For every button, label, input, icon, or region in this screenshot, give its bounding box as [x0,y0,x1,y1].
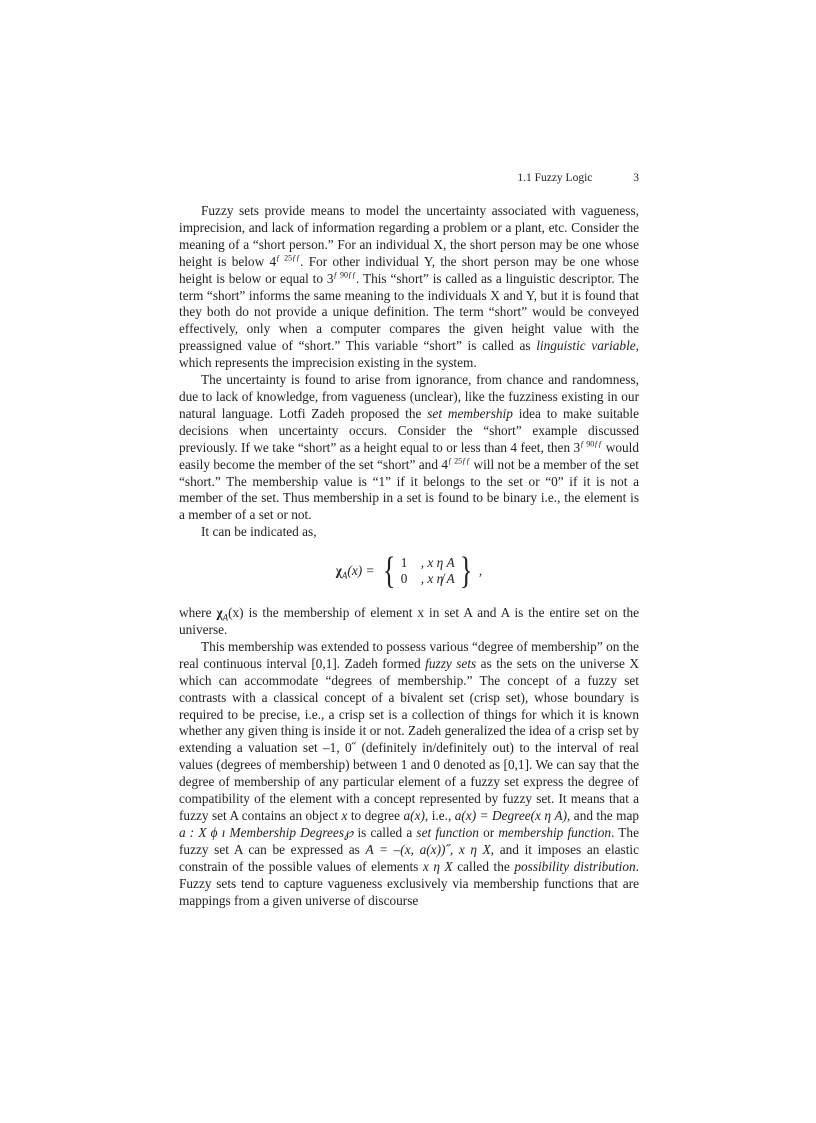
text-run: where [179,605,217,621]
chi-symbol: χ [216,605,223,621]
emphasis: A = –(x, a(x))˝, x η X [365,841,491,857]
case-condition: , x η̸ A [420,571,455,587]
height-superscript: ƒ 25ƒƒ [448,456,471,466]
paragraph-1 [179,203,639,372]
emphasis: membership function [498,824,612,840]
case-value: 0 [400,571,408,587]
page-number: 3 [633,172,639,184]
emphasis: x η X [422,858,453,874]
emphasis: a(x) [403,808,425,823]
paragraph-3: It can be indicated as, [201,524,317,540]
text-run: , i.e., [424,808,455,823]
text-run: . For other individual Y, the short person may be one whose height is below or equal to 3 [179,253,639,286]
paragraph-2 [179,372,639,524]
text-run: (x) is the membership of element x in set A and A is the entire set on the universe. [179,605,639,638]
equation-cases [399,555,457,587]
paragraph-4 [179,605,639,639]
subscript: A [222,612,229,623]
emphasis: a : X ϕ ı Membership Degrees℘ [179,824,354,840]
text-run: . The fuzzy set A can be expressed as [179,824,639,857]
text-run: is called a [353,824,417,840]
case-condition: , x η A [420,555,455,571]
text-run: to degree [347,808,404,823]
section-title: 1.1 Fuzzy Logic [517,172,593,184]
text-run: , and the map [567,808,640,823]
text-run: . This “short” is called as a linguistic descriptor. The term “short” informs the same meaning to the individuals X and Y, but it is found that they both do not provide a unique definition. The term “short” would be conveyed effectively, only when a computer compares the given height value with the preassigned value of “short.” This variable “short” is called as [179,270,640,354]
subscript: A [341,570,348,581]
text-run: will not be a member of the set “short.” The membership value is “1” if it belongs to the set or “0” if it is not a member of the set. Thus membership in a set is found to be binary i.e., the element is a member of a set or not. [179,456,639,523]
equation-argument: (x) = [347,562,375,578]
right-brace: } [459,550,473,593]
body-text [179,203,639,909]
case-value: 1 [400,555,408,571]
emphasis: linguistic variable [536,338,636,354]
text-run: Fuzzy sets provide means to model the uncertainty associated with vagueness, imprecision, and lack of information regarding a problem or a plant, etc. Consider the meaning of a “short person.” For an individual X, the short person may be one whose height is below 4 [179,203,639,269]
text-run: , and it imposes an elastic constrain of the possible values of elements [179,841,639,874]
case-row [401,571,455,587]
left-brace: { [383,550,396,593]
membership-equation [179,549,639,593]
text-run: called the [452,858,515,874]
running-header [179,172,639,184]
emphasis: a(x) = Degree(x η A) [454,808,568,823]
text-run: would easily become the member of the set “short” and 4 [179,439,639,472]
text-run: or [478,824,499,840]
text-run: idea to make suitable decisions when uncertainty occurs. Consider the “short” example discussed previously. If we take “short” as a height equal to or less than 4 feet, then 3 [179,405,639,455]
paragraph-5 [179,639,639,910]
equation-comma: , [478,562,483,578]
height-superscript: ƒ 90ƒƒ [333,270,357,280]
text-run: This membership was extended to possess various “degree of membership” on the real continuous interval [0,1]. Zadeh formed [179,638,639,671]
emphasis: set function [416,824,479,840]
text-run: The uncertainty is found to arise from ignorance, from chance and randomness, due to lack of knowledge, from vagueness (unclear), like the fuzziness existing in our natural language. Lotfi Zadeh proposed the [179,372,639,421]
height-superscript: ƒ 25ƒƒ [276,253,301,263]
text-run: , which represents the imprecision existing in the system. [179,338,639,371]
emphasis: x [341,808,348,823]
case-row [401,555,455,571]
equation-lhs [336,563,375,580]
emphasis: possibility distribution [514,858,636,874]
text-run: . Fuzzy sets tend to capture vagueness exclusively via membership functions that are mappings from a given universe of discourse [179,858,639,908]
chi-symbol: χ [335,562,342,578]
emphasis: set membership [427,405,513,421]
text-run: as the sets on the universe X which can accommodate “degrees of membership.” The concept of a fuzzy set contrasts with a classical concept of a bivalent set (crisp set), whose boundary is required to be precise, i.e., a crisp set is a collection of things for which it is known whether any given thing is inside it or not. Zadeh generalized the idea of a crisp set by extending a valuation set –1, 0˝ (definitely in/definitely out) to the interval of real values (degrees of membership) between 1 and 0 denoted as [0,1]. We can say that the degree of membership of any particular element of a fuzzy set express the degree of compatibility of the element with a concept represented by fuzzy set. It means that a fuzzy set A contains an object [179,655,639,823]
emphasis: fuzzy sets [425,655,477,671]
height-superscript: ƒ 90ƒƒ [580,439,603,449]
